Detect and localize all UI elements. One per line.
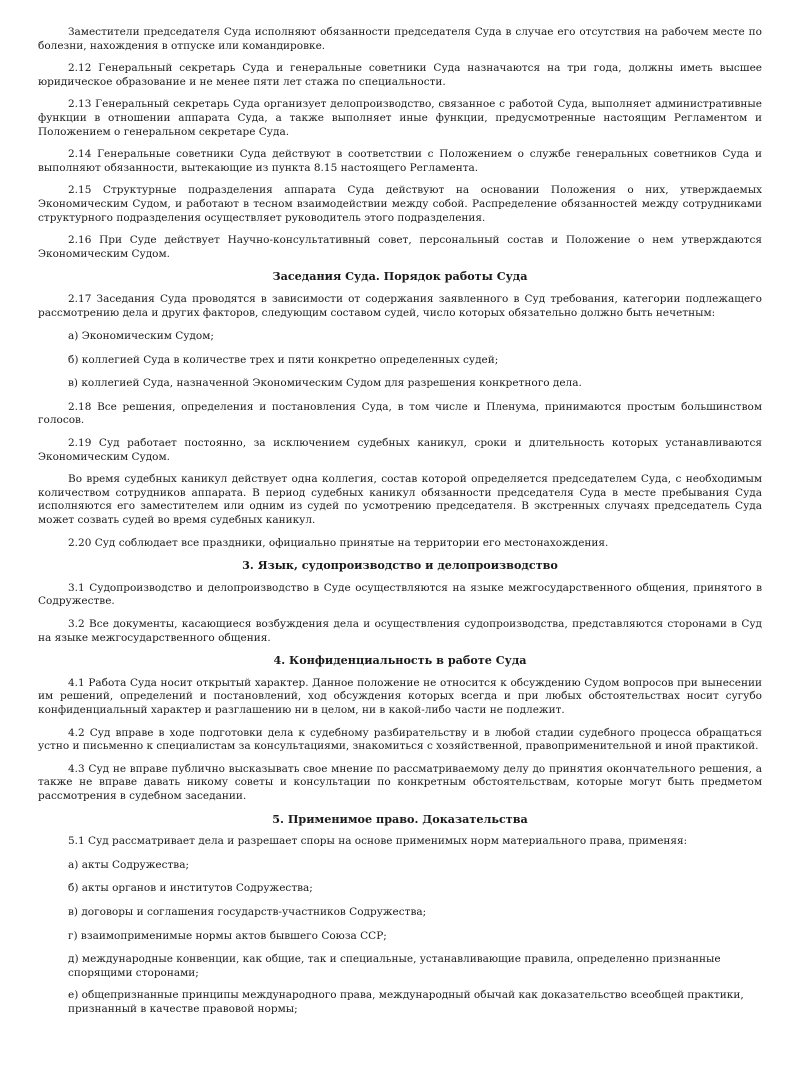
- paragraph: 4.2 Суд вправе в ходе подготовки дела к судебному разбирательству и в любой стадии судебного процесса обращаться устно и письменно к специалистам за консультациями, знакомиться с хозяйственной, правоприменительной и иной практикой.: [38, 726, 762, 753]
- section-heading: Заседания Суда. Порядок работы Суда: [272, 269, 528, 284]
- list-item: в) договоры и соглашения государств-участников Содружества;: [68, 905, 427, 918]
- section-heading: 5. Применимое право. Доказательства: [272, 811, 528, 826]
- paragraph: Во время судебных каникул действует одна коллегия, состав которой определяется председателем Суда, с необходимым количеством сотрудников аппарата. В период судебных каникул обязанности председателя Суда в месте пребывания Суда исполняются его заместителем или одним из судей по усмотрению председателя. В экстренных случаях председатель Суда может созвать судей во время судебных каникул.: [38, 473, 762, 527]
- paragraph: 2.12 Генеральный секретарь Суда и генеральные советники Суда назначаются на три года, должны иметь высшее юридическое образование и не менее пяти лет стажа по специальности.: [38, 62, 762, 88]
- list-item: б) коллегией Суда в количестве трех и пяти конкретно определенных судей;: [68, 353, 499, 366]
- paragraph: 5.1 Суд рассматривает дела и разрешает споры на основе применимых норм материального права, применяя:: [68, 835, 688, 848]
- list-item: е) общепризнанные принципы международного права, международный обычай как доказательство всеобщей практики, признанный в качестве правовой нормы;: [68, 989, 744, 1015]
- paragraph: 4.1 Работа Суда носит открытый характер. Данное положение не относится к обсуждению Судом вопросов при вынесении им решений, определений и постановлений, ход обсуждения которых всегда и при любых обстоятельствах носит сугубо конфиденциальный характер и разглашению ни в целом, ни в какой-либо части не подлежит.: [38, 676, 762, 716]
- paragraph: Заместители председателя Суда исполняют обязанности председателя Суда в случае его отсутствия на рабочем месте по болезни, нахождения в отпуске или командировке.: [38, 26, 762, 52]
- paragraph: 2.20 Суд соблюдает все праздники, официально принятые на территории его местонахождения.: [68, 536, 609, 549]
- document-body: [38, 26, 762, 1016]
- paragraph: 2.19 Суд работает постоянно, за исключением судебных каникул, сроки и длительность которых устанавливаются Экономическим Судом.: [38, 437, 762, 463]
- list-item: д) международные конвенции, как общие, так и специальные, устанавливающие правила, определенно признанные спорящими сторонами;: [68, 953, 721, 979]
- paragraph: 2.14 Генеральные советники Суда действуют в соответствии с Положением о службе генеральных советников Суда и выполняют обязанности, вытекающие из пункта 8.15 настоящего Регламента.: [38, 148, 762, 174]
- paragraph: 3.1 Судопроизводство и делопроизводство в Суде осуществляются на языке межгосударственного общения, принятого в Содружестве.: [38, 581, 762, 608]
- paragraph: 2.17 Заседания Суда проводятся в зависимости от содержания заявленного в Суд требования, категории подлежащего рассмотрению дела и других факторов, следующим составом судей, число которых обязательно должно быть нечетным:: [38, 292, 762, 319]
- paragraph: 2.13 Генеральный секретарь Суда организует делопроизводство, связанное с работой Суда, выполняет административные функции в отношении аппарата Суда, а также выполняет иные функции, предусмотренные настоящим Регламентом и Положением о генеральном секретаре Суда.: [38, 98, 762, 138]
- paragraph: 2.15 Структурные подразделения аппарата Суда действуют на основании Положения о них, утверждаемых Экономическим Судом, и работают в тесном взаимодействии между собой. Распределение обязанностей между сотрудниками структурного подразделения осуществляет руководитель этого подразделения.: [38, 184, 762, 224]
- paragraph: 2.18 Все решения, определения и постановления Суда, в том числе и Пленума, принимаются простым большинством голосов.: [38, 400, 762, 427]
- list-item: г) взаимоприменимые нормы актов бывшего Союза ССР;: [68, 929, 387, 942]
- paragraph: 4.3 Суд не вправе публично высказывать свое мнение по рассматриваемому делу до принятия окончательного решения, а также не вправе давать никому советы и консультации по конкретным обстоятельствам, которые могут быть предметом рассмотрения в судебном заседании.: [38, 762, 762, 802]
- paragraph: 3.2 Все документы, касающиеся возбуждения дела и осуществления судопроизводства, представляются сторонами в Суд на языке межгосударственного общения.: [38, 618, 762, 644]
- section-heading: 3. Язык, судопроизводство и делопроизводство: [242, 558, 558, 573]
- paragraph: 2.16 При Суде действует Научно-консультативный совет, персональный состав и Положение о нем утверждаются Экономическим Судом.: [38, 234, 762, 260]
- list-item: а) акты Содружества;: [68, 858, 190, 871]
- list-item: в) коллегией Суда, назначенной Экономическим Судом для разрешения конкретного дела.: [68, 377, 582, 390]
- list-item: а) Экономическим Судом;: [68, 330, 214, 343]
- list-item: б) акты органов и институтов Содружества;: [68, 882, 313, 895]
- section-heading: 4. Конфиденциальность в работе Суда: [273, 653, 527, 668]
